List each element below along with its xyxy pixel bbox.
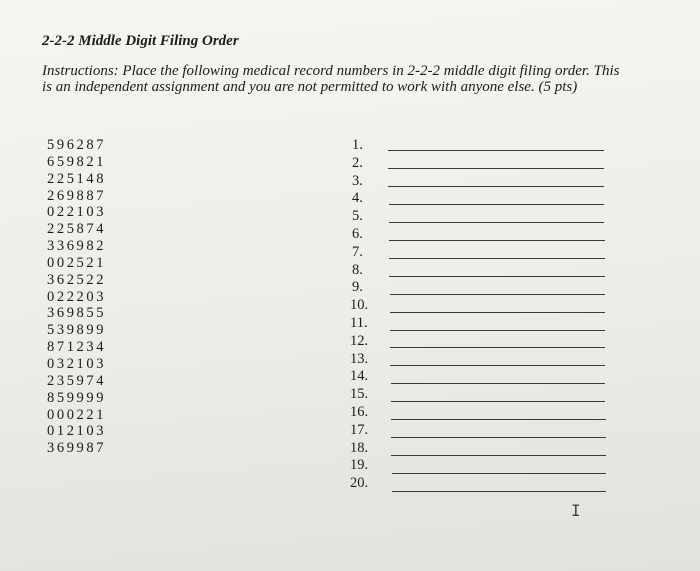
answer-blank-line[interactable] [390,330,605,331]
answer-blank-line[interactable] [389,204,605,205]
answer-blank-line[interactable] [391,419,606,420]
record-number: 225148 [47,170,107,187]
record-number: 362522 [47,271,107,288]
answer-number: 2. [352,154,363,171]
answer-number: 6. [352,226,363,242]
answer-blank-line[interactable] [390,312,605,313]
record-number: 369855 [47,305,107,322]
record-number: 596287 [47,137,107,153]
text-cursor-icon: I [571,501,581,520]
record-number: 012103 [47,423,107,440]
page-title: 2-2-2 Middle Digit Filing Order [42,33,239,49]
record-number: 336982 [47,238,107,255]
answer-blank-line[interactable] [388,168,604,169]
answer-number: 14. [350,368,369,385]
answer-number: 8. [352,261,363,278]
record-number: 002521 [47,254,107,271]
answer-blank-line[interactable] [389,258,604,259]
answer-blank-line[interactable] [392,491,606,492]
answer-blank-line[interactable] [390,294,605,295]
record-number: 539899 [47,322,107,339]
answer-number: 12. [350,332,369,349]
record-number: 269887 [47,187,107,204]
record-number: 000221 [47,406,107,423]
answer-number: 20. [350,475,369,492]
record-number: 225874 [47,221,107,238]
record-number: 859999 [47,389,107,406]
answer-blank-line[interactable] [391,401,606,402]
answer-blank-line[interactable] [389,222,605,223]
answer-blank-line[interactable] [389,240,605,241]
answer-number: 5. [352,208,363,225]
answer-blank-line[interactable] [388,186,604,187]
answer-blank-line[interactable] [388,150,604,151]
answer-number: 17. [350,421,369,438]
record-number: 022103 [47,204,107,221]
record-number: 369987 [47,440,107,457]
answer-number: 3. [352,172,363,189]
instructions-text: Instructions: Place the following medical record numbers in 2-2-2 middle digit filing order. This is an independent assignment and you are not permitted to work with anyone else. (5 pts) [42,63,620,95]
record-number: 032103 [47,355,107,372]
answer-number: 10. [350,297,369,314]
record-number: 235974 [47,372,107,389]
answer-blank-line[interactable] [391,437,605,438]
answer-number: 15. [350,386,369,403]
answer-number: 19. [350,457,369,474]
answer-number: 18. [350,439,369,456]
answer-blank-line[interactable] [390,347,605,348]
answer-number: 4. [352,190,363,207]
answer-number: 13. [350,350,369,367]
record-number: 871234 [47,339,107,356]
answer-number: 7. [352,243,363,260]
record-number: 659821 [47,153,107,170]
answer-number: 11. [350,315,368,331]
answer-blank-line[interactable] [390,365,605,366]
answer-number: 9. [352,279,363,296]
answer-number: 1. [352,137,363,153]
answer-blank-line[interactable] [391,455,605,456]
record-number: 022203 [47,288,107,305]
answer-blank-line[interactable] [389,276,604,277]
answer-number: 16. [350,404,369,420]
answer-blank-line[interactable] [392,473,606,474]
answer-blank-line[interactable] [391,383,606,384]
